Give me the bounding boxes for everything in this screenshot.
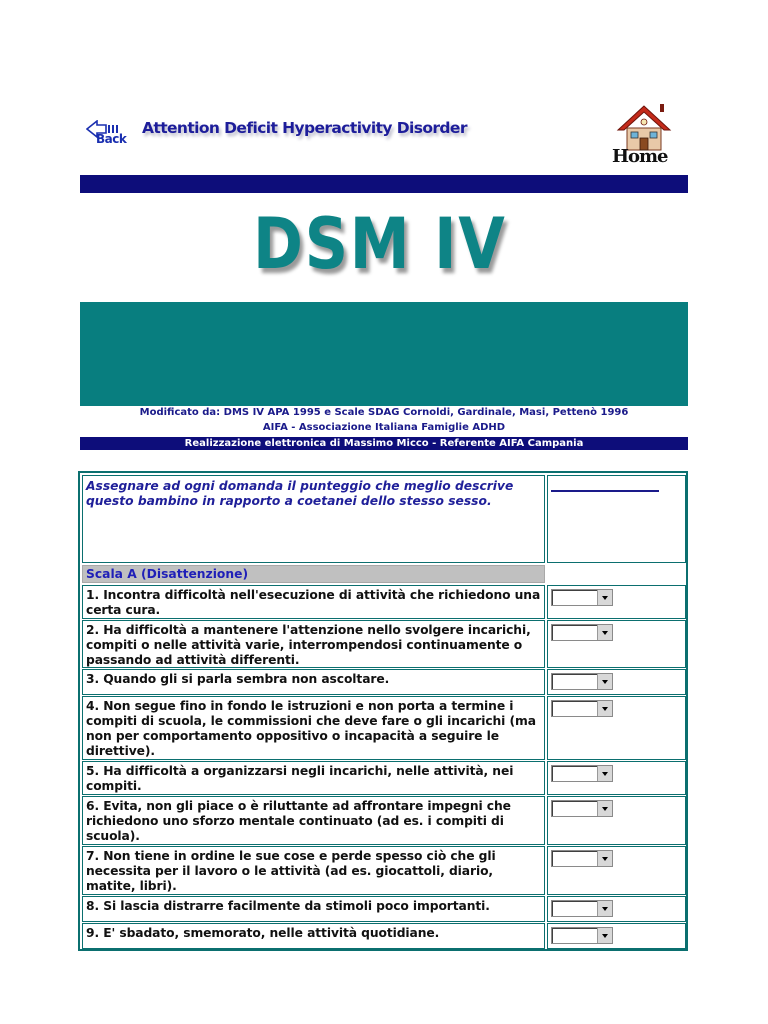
- question-text: 1. Incontra difficoltà nell'esecuzione di attività che richiedono una certa cura.: [86, 588, 541, 617]
- scale-a-header: Scala A (Disattenzione): [82, 565, 545, 583]
- question-text: 7. Non tiene in ordine le sue cose e perde spesso ciò che gli necessita per il lavoro o le attività (ad es. giocattoli, diario, matite, libri).: [86, 849, 496, 893]
- chevron-down-icon[interactable]: [597, 590, 612, 605]
- back-button[interactable]: [82, 118, 136, 148]
- score-select[interactable]: [551, 927, 613, 944]
- answer-cell: [547, 761, 686, 795]
- question-text: 2. Ha difficoltà a mantenere l'attenzione nello svolgere incarichi, compiti o nelle attività varie, interrompendosi continuamente o passando ad attività differenti.: [86, 623, 531, 667]
- question-row: [82, 846, 545, 895]
- question-row: [82, 923, 545, 949]
- site-title: Attention Deficit Hyperactivity Disorder: [142, 119, 467, 137]
- question-row: [82, 696, 545, 760]
- score-select[interactable]: [551, 624, 613, 641]
- question-row: [82, 896, 545, 922]
- instruction-text: Assegnare ad ogni domanda il punteggio che meglio descrive questo bambino in rapporto a coetanei dello stesso sesso.: [86, 479, 514, 508]
- banner-title: DSM IV: [253, 203, 507, 285]
- question-text: 4. Non segue fino in fondo le istruzioni e non porta a termine i compiti di scuola, le commissioni che deve fare o gli incarichi (ma non per comportamento oppositivo o incapacità a seguire le direttive).: [86, 699, 536, 758]
- question-row: [82, 796, 545, 845]
- underline-rule: [551, 490, 659, 492]
- header-divider-bar: [80, 175, 688, 193]
- chevron-down-icon[interactable]: [597, 766, 612, 781]
- question-text: 8. Si lascia distrarre facilmente da stimoli poco importanti.: [86, 899, 490, 913]
- score-select[interactable]: [551, 700, 613, 717]
- chevron-down-icon[interactable]: [597, 851, 612, 866]
- instruction-cell: [82, 475, 545, 563]
- answer-cell: [547, 585, 686, 619]
- question-row: [82, 620, 545, 668]
- score-select[interactable]: [551, 673, 613, 690]
- teal-banner: [80, 302, 688, 406]
- answer-cell: [547, 669, 686, 695]
- answer-cell: [547, 620, 686, 668]
- question-row: [82, 585, 545, 619]
- answer-cell: [547, 896, 686, 922]
- score-select[interactable]: [551, 800, 613, 817]
- chevron-down-icon[interactable]: [597, 928, 612, 943]
- score-select[interactable]: [551, 589, 613, 606]
- question-row: [82, 761, 545, 795]
- house-icon: [610, 100, 686, 152]
- credits-author-bar: Realizzazione elettronica di Massimo Micco - Referente AIFA Campania: [80, 437, 688, 450]
- question-text: 6. Evita, non gli piace o è riluttante ad affrontare impegni che richiedono uno sforzo mentale continuato (ad es. i compiti di scuola).: [86, 799, 511, 843]
- instruction-side-cell: [547, 475, 686, 563]
- answer-cell: [547, 696, 686, 760]
- credits-source: Modificato da: DMS IV APA 1995 e Scale SDAG Cornoldi, Gardinale, Masi, Pettenò 1996: [139, 407, 629, 418]
- chevron-down-icon[interactable]: [597, 674, 612, 689]
- credits-association: AIFA - Associazione Italiana Famiglie ADHD: [262, 422, 506, 433]
- chevron-down-icon[interactable]: [597, 901, 612, 916]
- home-label: Home: [612, 146, 668, 167]
- back-label: Back: [96, 132, 127, 146]
- chevron-down-icon[interactable]: [597, 701, 612, 716]
- question-row: [82, 669, 545, 695]
- question-text: 3. Quando gli si parla sembra non ascoltare.: [86, 672, 390, 686]
- answer-cell: [547, 796, 686, 845]
- question-text: 9. E' sbadato, smemorato, nelle attività quotidiane.: [86, 926, 440, 940]
- chevron-down-icon[interactable]: [597, 625, 612, 640]
- score-select[interactable]: [551, 765, 613, 782]
- questionnaire-table: [78, 471, 688, 951]
- answer-cell: [547, 923, 686, 949]
- answer-cell: [547, 846, 686, 895]
- chevron-down-icon[interactable]: [597, 801, 612, 816]
- home-button[interactable]: [610, 100, 686, 170]
- score-select[interactable]: [551, 900, 613, 917]
- question-text: 5. Ha difficoltà a organizzarsi negli incarichi, nelle attività, nei compiti.: [86, 764, 514, 793]
- score-select[interactable]: [551, 850, 613, 867]
